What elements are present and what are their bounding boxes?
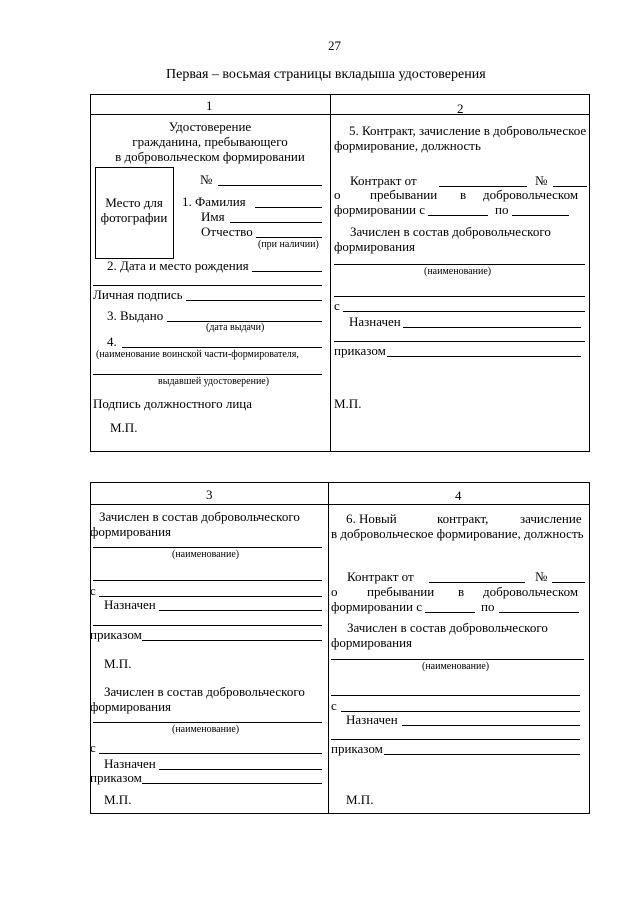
photo-placeholder-line1: Место для — [105, 195, 163, 210]
page3-formation-name-field-continued[interactable] — [93, 580, 322, 581]
page4-contract-date-field[interactable] — [429, 582, 525, 583]
page4-heading-word1: 6. Новый — [346, 511, 397, 526]
page2-appointed-field-continued[interactable] — [334, 341, 585, 342]
personal-signature-field[interactable] — [186, 300, 322, 301]
page1-number-sign: № — [200, 172, 213, 187]
page2-formation-name-note: (наименование) — [424, 266, 492, 277]
page3-order-b-field[interactable] — [142, 783, 322, 784]
page3-order-b-label: приказом — [90, 770, 142, 785]
page-number: 27 — [328, 38, 341, 53]
page3-appointed-field-continued[interactable] — [93, 625, 322, 626]
page2-contract-label: Контракт от — [350, 173, 417, 188]
page3-since-label: с — [90, 583, 96, 598]
page4-contract-label: Контракт от — [347, 569, 414, 584]
issued-date-note: (дата выдачи) — [206, 322, 265, 333]
page3-enrolled-b-line1: Зачислен в состав добровольческого — [104, 684, 305, 699]
page4-formation-to-label: по — [481, 599, 495, 614]
photo-placeholder-line2: фотографии — [100, 210, 168, 225]
page4-stamp-place: М.П. — [346, 792, 374, 807]
birth-field[interactable] — [252, 271, 322, 272]
page4-appointed-label: Назначен — [346, 712, 398, 727]
page3-formation-name-b-field[interactable] — [93, 722, 322, 723]
issuing-unit-note-line2: выдавшей удостоверение) — [158, 376, 270, 387]
page2-contract-number-sign: № — [535, 173, 548, 188]
personal-signature-label: Личная подпись — [93, 287, 183, 302]
page3-stamp-place-b: М.П. — [104, 792, 132, 807]
page4-formation-name-note: (наименование) — [422, 661, 490, 672]
page4-since-label: с — [331, 698, 337, 713]
page2-stay-o: о — [334, 187, 341, 202]
page3-since-b-field[interactable] — [99, 753, 322, 754]
page2-heading-line2: формирование, должность — [334, 138, 481, 153]
page4-order-label: приказом — [331, 741, 383, 756]
page1-heading-line1: Удостоверение — [168, 119, 252, 134]
bottom-header-rule — [90, 504, 590, 505]
bottom-spread-divider — [328, 482, 329, 814]
page1-number-field[interactable] — [218, 185, 322, 186]
birth-field-continued[interactable] — [93, 285, 322, 286]
page4-stay-word3: добровольческом — [483, 584, 579, 599]
page3-appointed-b-field[interactable] — [159, 769, 322, 770]
page4-contract-number-field[interactable] — [552, 582, 585, 583]
patronymic-label: Отчество — [201, 224, 253, 239]
page2-stay-word1: пребывании — [370, 187, 438, 202]
page4-formation-from-field[interactable] — [425, 612, 475, 613]
birth-label: 2. Дата и место рождения — [107, 258, 249, 273]
page4-heading-line2: в добровольческое формирование, должность — [331, 526, 584, 541]
top-spread-divider — [330, 94, 331, 452]
page2-formation-name-field[interactable] — [334, 264, 585, 265]
page4-stay-word1: пребывании — [367, 584, 435, 599]
page4-heading-word3: зачисление — [520, 511, 582, 526]
page2-since-label: с — [334, 298, 340, 313]
page3-appointed-b-label: Назначен — [104, 756, 156, 771]
page4-appointed-field-continued[interactable] — [331, 739, 580, 740]
page3-stamp-place: М.П. — [104, 656, 132, 671]
page4-contract-number-sign: № — [535, 569, 548, 584]
page2-stay-word3: добровольческом — [483, 187, 579, 202]
page2-formation-from-field[interactable] — [428, 215, 488, 216]
page4-formation-name-field-continued[interactable] — [331, 695, 580, 696]
page4-formation-to-field[interactable] — [499, 612, 579, 613]
page3-enrolled-b-line2: формирования — [90, 699, 172, 714]
page2-formation-to-field[interactable] — [512, 215, 569, 216]
page4-formation-from-label: формировании с — [331, 599, 423, 614]
page3-order-field[interactable] — [142, 640, 322, 641]
issuing-unit-note-line1: (наименование воинской части-формирователя, — [96, 349, 299, 360]
page3-number: 3 — [206, 487, 213, 502]
page2-since-field[interactable] — [343, 311, 585, 312]
page1-number: 1 — [206, 98, 213, 113]
issuing-unit-number: 4. — [107, 334, 117, 349]
patronymic-note: (при наличии) — [258, 239, 319, 250]
page4-number: 4 — [455, 488, 462, 503]
page2-order-field[interactable] — [387, 356, 581, 357]
surname-field[interactable] — [255, 207, 322, 208]
page4-formation-name-field[interactable] — [331, 659, 584, 660]
official-signature-label: Подпись должностного лица — [93, 396, 253, 411]
page4-heading-word2: контракт, — [437, 511, 489, 526]
page2-order-label: приказом — [334, 343, 386, 358]
first-name-label: Имя — [201, 209, 225, 224]
page2-stamp-place: М.П. — [334, 396, 362, 411]
page2-enrolled-line1: Зачислен в состав добровольческого — [350, 224, 551, 239]
page2-appointed-label: Назначен — [349, 314, 401, 329]
page2-stay-word2: в — [460, 187, 467, 202]
page3-order-label: приказом — [90, 627, 142, 642]
page4-enrolled-line1: Зачислен в состав добровольческого — [347, 620, 548, 635]
top-header-rule — [90, 114, 590, 115]
page3-appointed-field[interactable] — [159, 610, 322, 611]
page3-formation-name-note: (наименование) — [172, 549, 240, 560]
page3-enrolled-line1: Зачислен в состав добровольческого — [99, 509, 300, 524]
page-title: Первая – восьмая страницы вкладыша удостоверения — [166, 67, 486, 82]
page1-heading-line2: гражданина, пребывающего — [132, 134, 288, 149]
issuing-unit-field-continued[interactable] — [93, 374, 322, 375]
page1-heading-line3: в добровольческом формировании — [115, 149, 305, 164]
page3-appointed-label: Назначен — [104, 597, 156, 612]
page3-since-b-label: с — [90, 740, 96, 755]
page1-stamp-place: М.П. — [110, 420, 138, 435]
page2-formation-name-field-continued[interactable] — [334, 296, 585, 297]
page2-formation-to-label: по — [495, 202, 509, 217]
page4-stay-o: о — [331, 584, 338, 599]
page2-formation-from-label: формировании с — [334, 202, 426, 217]
page4-stay-word2: в — [458, 584, 465, 599]
page2-heading-line1: 5. Контракт, зачисление в добровольческое — [349, 123, 587, 138]
page4-enrolled-line2: формирования — [331, 635, 413, 650]
page3-formation-name-field[interactable] — [93, 547, 322, 548]
page3-formation-name-b-note: (наименование) — [172, 724, 240, 735]
patronymic-field[interactable] — [256, 237, 322, 238]
first-name-field[interactable] — [230, 222, 322, 223]
page2-number: 2 — [457, 101, 464, 116]
issuing-unit-field[interactable] — [122, 347, 322, 348]
page4-order-field[interactable] — [384, 754, 580, 755]
page3-enrolled-line2: формирования — [90, 524, 172, 539]
page4-appointed-field[interactable] — [402, 725, 580, 726]
page2-enrolled-line2: формирования — [334, 239, 416, 254]
page2-appointed-field[interactable] — [403, 327, 581, 328]
surname-label: 1. Фамилия — [182, 194, 246, 209]
issued-label: 3. Выдано — [107, 308, 164, 323]
